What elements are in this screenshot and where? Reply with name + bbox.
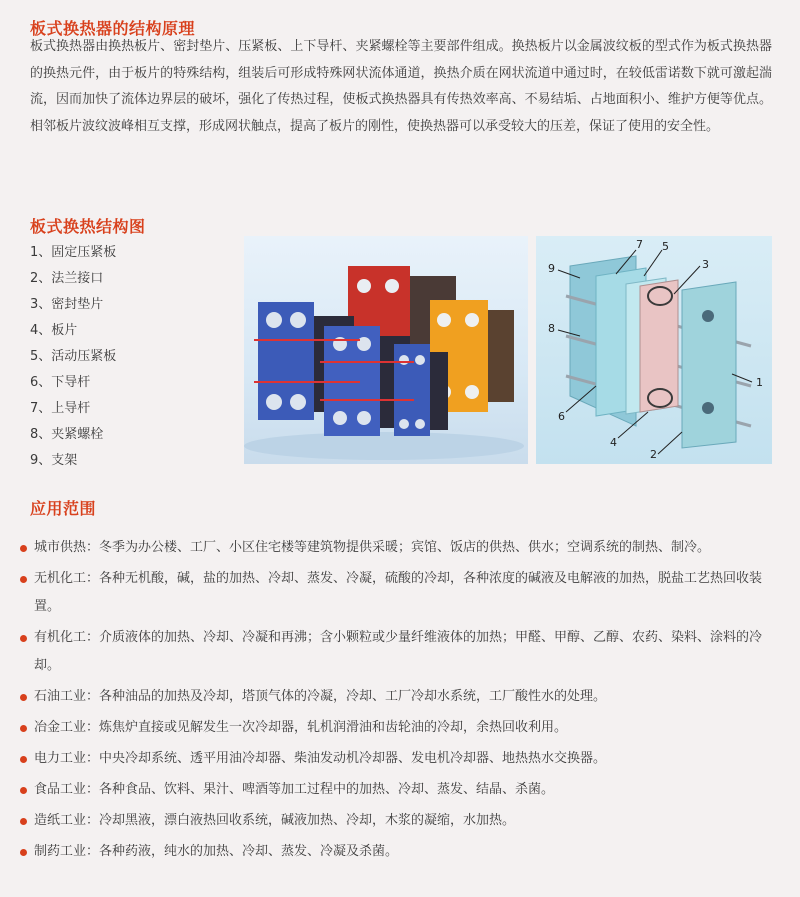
application-item xyxy=(20,838,780,866)
diagram-label-6: 6 xyxy=(558,410,565,423)
application-item xyxy=(20,776,780,804)
exploded-view-illustration xyxy=(536,236,772,464)
application-item xyxy=(20,807,780,835)
application-text: 城市供热：冬季为办公楼、工厂、小区住宅楼等建筑物提供采暖；宾馆、饭店的供热、供水；空调系统的制热、制冷。 xyxy=(34,540,711,555)
bullet-icon xyxy=(20,725,27,732)
bullet-icon xyxy=(20,576,27,583)
application-text: 有机化工：介质液体的加热、冷却、冷凝和再沸；含小颗粒或少量纤维液体的加热；甲醛、甲醇、乙醇、农药、染料、涂料的冷却。 xyxy=(34,630,763,673)
application-item xyxy=(20,714,780,742)
bullet-icon xyxy=(20,787,27,794)
diagram-label-9: 9 xyxy=(548,262,555,275)
application-item xyxy=(20,534,780,562)
bullet-icon xyxy=(20,545,27,552)
heat-exchanger-units-illustration xyxy=(244,236,528,464)
parts-list-item: 7、上导杆 xyxy=(30,401,91,416)
bullet-icon xyxy=(20,818,27,825)
application-item xyxy=(20,683,780,711)
application-item xyxy=(20,565,780,621)
application-text: 食品工业：各种食品、饮料、果汁、啤酒等加工过程中的加热、冷却、蒸发、结晶、杀菌。 xyxy=(34,782,555,797)
parts-list-item: 9、支架 xyxy=(30,453,78,468)
structure-diagram-title: 板式换热结构图 xyxy=(30,217,146,236)
structure-principle-text: 板式换热器由换热板片、密封垫片、压紧板、上下导杆、夹紧螺栓等主要部件组成。换热板片以金属波纹板的型式作为板式换热器的换热元件，由于板片的特殊结构，组装后可形成特殊网状流体通道，换热介质在网状流道中通过时，在较低雷诺数下就可激起湍流，因而加快了流体边界层的破坏，强化了传热过程，使板式换热器具有传热效率高、不易结垢、占地面积小、维护方便等优点。相邻板片波纹波峰相互支撑，形成网状触点，提高了板片的刚性，使换热器可以承受较大的压差，保证了使用的安全性。 xyxy=(30,39,772,134)
application-item xyxy=(20,745,780,773)
parts-list-item: 1、固定压紧板 xyxy=(30,245,117,260)
parts-list-item: 4、板片 xyxy=(30,323,78,338)
application-text: 无机化工：各种无机酸，碱，盐的加热、冷却、蒸发、冷凝，硫酸的冷却，各种浓度的碱液及电解液的加热，脱盐工艺热回收装置。 xyxy=(34,571,763,614)
diagram-label-3: 3 xyxy=(702,258,709,271)
application-text: 制药工业：各种药液，纯水的加热、冷却、蒸发、冷凝及杀菌。 xyxy=(34,844,399,859)
diagram-label-7: 7 xyxy=(636,238,643,251)
bullet-icon xyxy=(20,849,27,856)
parts-list-item: 2、法兰接口 xyxy=(30,271,104,286)
application-text: 造纸工业：冷却黑液，漂白液热回收系统，碱液加热、冷却，木浆的凝缩，水加热。 xyxy=(34,813,516,828)
application-list xyxy=(20,534,780,869)
diagram-label-4: 4 xyxy=(610,436,617,449)
application-text: 石油工业：各种油品的加热及冷却，塔顶气体的冷凝，冷却、工厂冷却水系统，工厂酸性水的处理。 xyxy=(34,689,607,704)
application-scope-title: 应用范围 xyxy=(30,499,97,518)
parts-list-item: 8、夹紧螺栓 xyxy=(30,427,104,442)
diagram-label-5: 5 xyxy=(662,240,669,253)
structure-diagram xyxy=(536,236,772,464)
bullet-icon xyxy=(20,756,27,763)
bullet-icon xyxy=(20,694,27,701)
product-photo xyxy=(244,236,528,464)
parts-list-item: 3、密封垫片 xyxy=(30,297,104,312)
diagram-label-8: 8 xyxy=(548,322,555,335)
parts-list-item: 5、活动压紧板 xyxy=(30,349,117,364)
parts-list xyxy=(30,240,116,474)
application-item xyxy=(20,624,780,680)
bullet-icon xyxy=(20,635,27,642)
diagram-label-2: 2 xyxy=(650,448,657,461)
parts-list-item: 6、下导杆 xyxy=(30,375,91,390)
application-text: 电力工业：中央冷却系统、透平用油冷却器、柴油发动机冷却器、发电机冷却器、地热热水交换器。 xyxy=(34,751,607,766)
diagram-label-1: 1 xyxy=(756,376,763,389)
application-text: 冶金工业：炼焦炉直接或见解发生一次冷却器，轧机润滑油和齿轮油的冷却，余热回收利用。 xyxy=(34,720,568,735)
structure-principle-title: 板式换热器的结构原理 xyxy=(30,19,196,38)
